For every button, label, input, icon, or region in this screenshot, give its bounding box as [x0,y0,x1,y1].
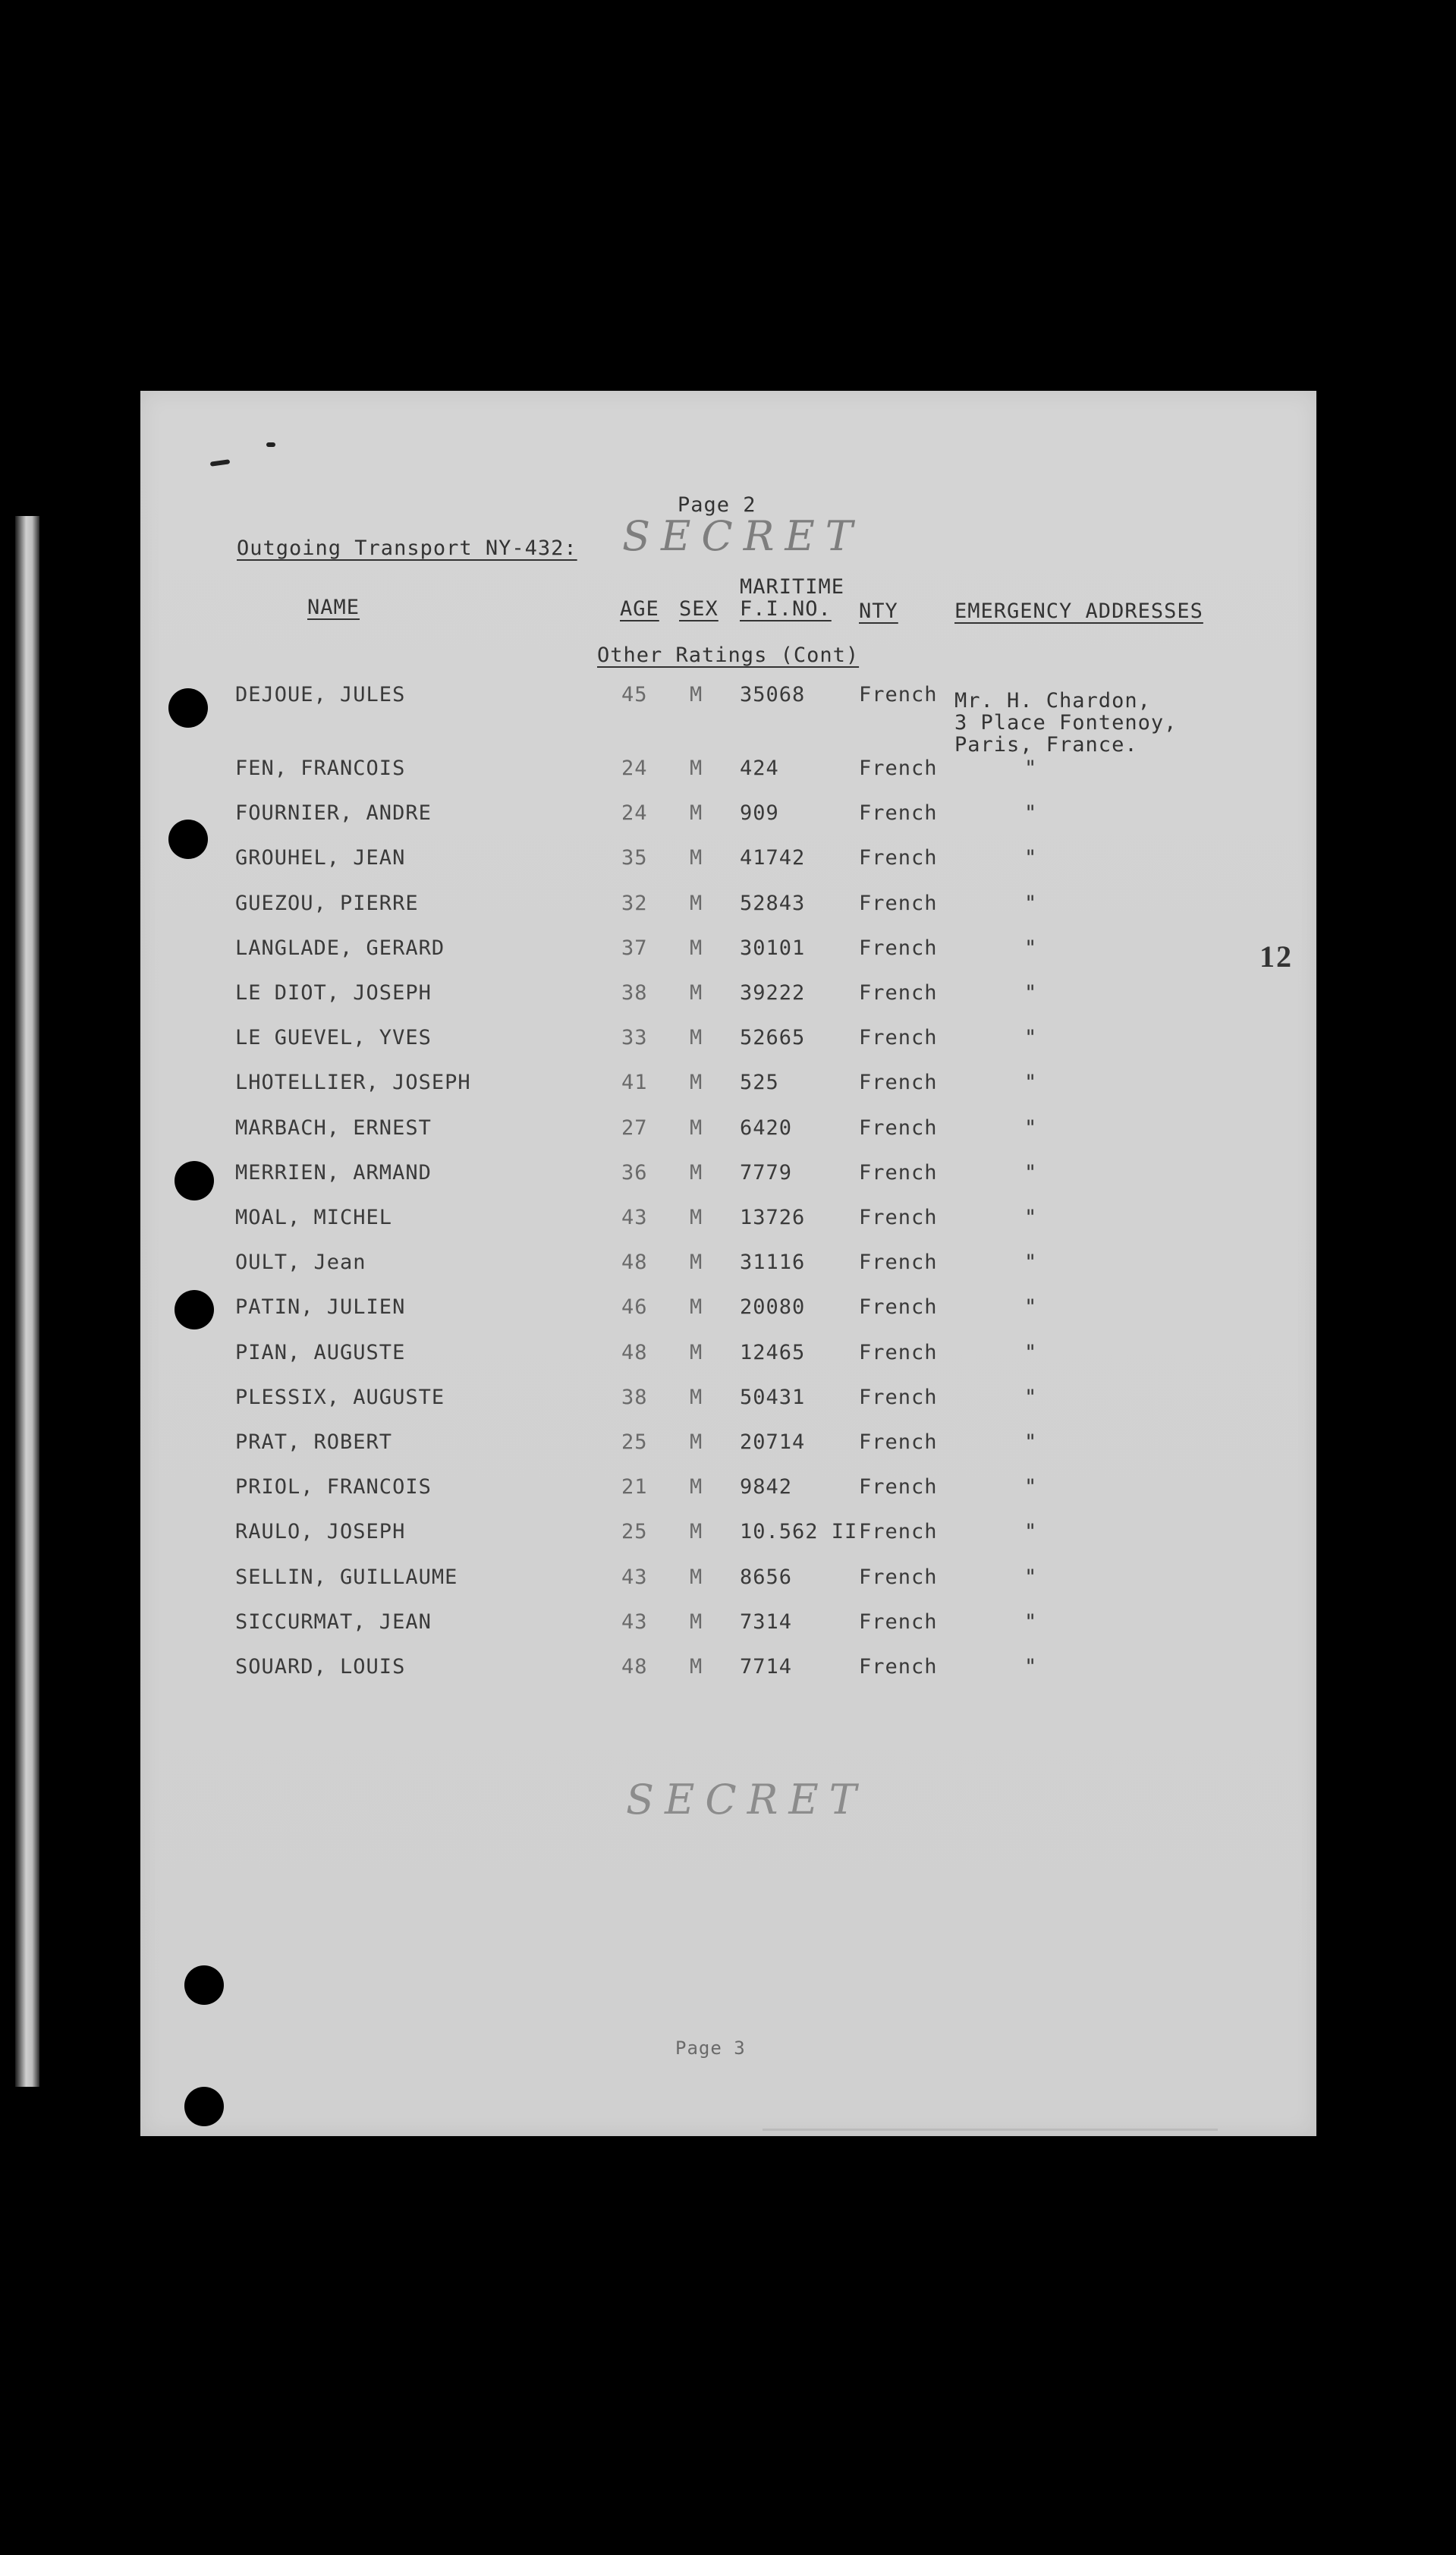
cell-address-ditto: " [1024,1520,1038,1544]
cell-fino: 13726 [740,1206,806,1229]
cell-nationality: French [859,801,938,826]
cell-sex: M [690,757,703,780]
punch-hole [168,820,208,859]
cell-name: LE DIOT, JOSEPH [235,981,432,1005]
cell-address-ditto: " [1024,1160,1038,1185]
address-line-1: Mr. H. Chardon, [954,689,1151,713]
film-edge-strip [15,516,39,2087]
cell-address-ditto: " [1024,891,1038,915]
cell-sex: M [690,1340,703,1364]
cell-age: 48 [621,1251,648,1275]
cell-name: GROUHEL, JEAN [235,846,406,870]
cell-nationality: French [859,936,938,960]
cell-sex: M [690,981,703,1005]
column-header-fino: F.I.NO. [740,597,832,621]
column-header-age: AGE [620,597,659,621]
punch-hole [168,688,208,728]
cell-sex: M [690,1385,703,1409]
cell-fino: 525 [740,1071,779,1095]
cell-fino: 909 [740,801,779,826]
cell-fino: 39222 [740,981,806,1005]
cell-name: LE GUEVEL, YVES [235,1026,432,1050]
cell-nationality: French [859,891,938,915]
cell-sex: M [690,1475,703,1499]
cell-sex: M [690,1160,703,1185]
cell-address-ditto: " [1024,981,1038,1005]
cell-nationality: French [859,1475,938,1499]
cell-nationality: French [859,1430,938,1454]
cell-nationality: French [859,1206,938,1229]
cell-nationality: French [859,1115,938,1140]
cell-address-ditto: " [1024,1251,1038,1275]
cell-sex: M [690,891,703,915]
cell-address-ditto: " [1024,1475,1038,1499]
cell-sex: M [690,1206,703,1229]
cell-fino: 10.562 II [740,1520,858,1544]
cell-fino: 7314 [740,1609,793,1634]
cell-address-ditto: " [1024,1071,1038,1095]
cell-nationality: French [859,1609,938,1634]
cell-sex: M [690,1295,703,1320]
cell-name: DEJOUE, JULES [235,683,406,706]
corner-mark [210,459,231,467]
punch-hole [184,2087,224,2126]
document-page [140,391,1316,2136]
cell-fino: 30101 [740,936,806,960]
cell-sex: M [690,801,703,826]
cell-nationality: French [859,1385,938,1409]
cell-address-ditto: " [1024,1609,1038,1634]
cell-age: 46 [621,1295,648,1320]
cell-address-ditto: " [1024,1295,1038,1320]
cell-age: 24 [621,757,648,780]
cell-sex: M [690,1071,703,1095]
address-line-3: Paris, France. [954,733,1138,757]
margin-number: 12 [1259,939,1293,974]
cell-fino: 52665 [740,1026,806,1050]
cell-address-ditto: " [1024,1385,1038,1409]
cell-nationality: French [859,1071,938,1095]
cell-fino: 8656 [740,1565,793,1589]
cell-sex: M [690,1026,703,1050]
column-header-nty: NTY [859,599,898,623]
bottom-rule [763,2129,1218,2131]
cell-address-ditto: " [1024,1115,1038,1140]
cell-sex: M [690,1251,703,1275]
cell-nationality: French [859,1295,938,1320]
cell-sex: M [690,1115,703,1140]
cell-name: PIAN, AUGUSTE [235,1340,406,1364]
section-heading: Other Ratings (Cont) [597,643,860,667]
cell-fino: 6420 [740,1115,793,1140]
punch-hole [175,1290,214,1329]
cell-nationality: French [859,846,938,870]
cell-name: PRIOL, FRANCOIS [235,1475,432,1499]
cell-fino: 31116 [740,1251,806,1275]
cell-address-ditto: " [1024,1026,1038,1050]
cell-name: PLESSIX, AUGUSTE [235,1385,445,1409]
cell-name: PATIN, JULIEN [235,1295,406,1320]
cell-name: FEN, FRANCOIS [235,757,406,780]
cell-name: FOURNIER, ANDRE [235,801,432,826]
cell-nationality: French [859,1340,938,1364]
footer-page-label: Page 3 [675,2037,746,2059]
cell-age: 43 [621,1609,648,1634]
cell-age: 38 [621,1385,648,1409]
cell-name: LHOTELLIER, JOSEPH [235,1071,471,1095]
cell-nationality: French [859,981,938,1005]
cell-age: 21 [621,1475,648,1499]
cell-age: 43 [621,1565,648,1589]
cell-age: 45 [621,683,648,706]
cell-name: MARBACH, ERNEST [235,1115,432,1140]
cell-sex: M [690,1430,703,1454]
cell-nationality: French [859,1655,938,1679]
cell-age: 25 [621,1430,648,1454]
cell-nationality: French [859,1160,938,1185]
cell-fino: 20080 [740,1295,806,1320]
cell-name: LANGLADE, GERARD [235,936,445,960]
corner-mark [266,442,275,447]
cell-sex: M [690,1520,703,1544]
cell-age: 33 [621,1026,648,1050]
cell-sex: M [690,936,703,960]
cell-nationality: French [859,1565,938,1589]
cell-name: MOAL, MICHEL [235,1206,393,1229]
cell-address-ditto: " [1024,1655,1038,1679]
cell-age: 38 [621,981,648,1005]
cell-nationality: French [859,1026,938,1050]
cell-sex: M [690,1609,703,1634]
cell-address-ditto: " [1024,1565,1038,1589]
cell-sex: M [690,1565,703,1589]
cell-fino: 52843 [740,891,806,915]
cell-fino: 12465 [740,1340,806,1364]
cell-address-ditto: " [1024,801,1038,826]
cell-fino: 9842 [740,1475,793,1499]
cell-sex: M [690,683,703,706]
cell-sex: M [690,846,703,870]
cell-sex: M [690,1655,703,1679]
cell-fino: 41742 [740,846,806,870]
cell-age: 48 [621,1655,648,1679]
cell-age: 43 [621,1206,648,1229]
cell-fino: 50431 [740,1385,806,1409]
cell-name: GUEZOU, PIERRE [235,891,419,915]
punch-hole [184,1965,224,2005]
cell-age: 41 [621,1071,648,1095]
cell-age: 32 [621,891,648,915]
cell-name: PRAT, ROBERT [235,1430,393,1454]
cell-nationality: French [859,757,938,780]
cell-nationality: French [859,1251,938,1275]
cell-address-ditto: " [1024,1430,1038,1454]
cell-address-ditto: " [1024,757,1038,780]
column-header-name: NAME [307,596,360,619]
cell-name: SICCURMAT, JEAN [235,1609,432,1634]
column-header-maritime: MARITIME [740,575,845,599]
cell-fino: 7714 [740,1655,793,1679]
secret-stamp-bottom: SECRET [626,1776,867,1823]
cell-fino: 35068 [740,683,806,706]
cell-age: 48 [621,1340,648,1364]
page-label: Page 2 [678,493,756,517]
cell-name: MERRIEN, ARMAND [235,1160,432,1185]
cell-nationality: French [859,1520,938,1544]
cell-nationality: French [859,683,938,706]
cell-age: 25 [621,1520,648,1544]
cell-address-ditto: " [1024,846,1038,870]
cell-age: 27 [621,1115,648,1140]
cell-fino: 424 [740,757,779,780]
cell-name: SOUARD, LOUIS [235,1655,406,1679]
cell-age: 24 [621,801,648,826]
column-header-sex: SEX [679,597,719,621]
cell-name: OULT, Jean [235,1251,366,1275]
punch-hole [175,1161,214,1200]
cell-address-ditto: " [1024,936,1038,960]
cell-age: 37 [621,936,648,960]
transport-title: Outgoing Transport NY-432: [237,536,577,560]
address-line-2: 3 Place Fontenoy, [954,711,1178,735]
cell-name: SELLIN, GUILLAUME [235,1565,458,1589]
cell-name: RAULO, JOSEPH [235,1520,406,1544]
secret-stamp-top: SECRET [622,512,863,560]
cell-age: 35 [621,846,648,870]
cell-fino: 7779 [740,1160,793,1185]
cell-age: 36 [621,1160,648,1185]
cell-address-ditto: " [1024,1340,1038,1364]
cell-fino: 20714 [740,1430,806,1454]
column-header-emergency: EMERGENCY ADDRESSES [954,599,1203,623]
cell-address-ditto: " [1024,1206,1038,1229]
